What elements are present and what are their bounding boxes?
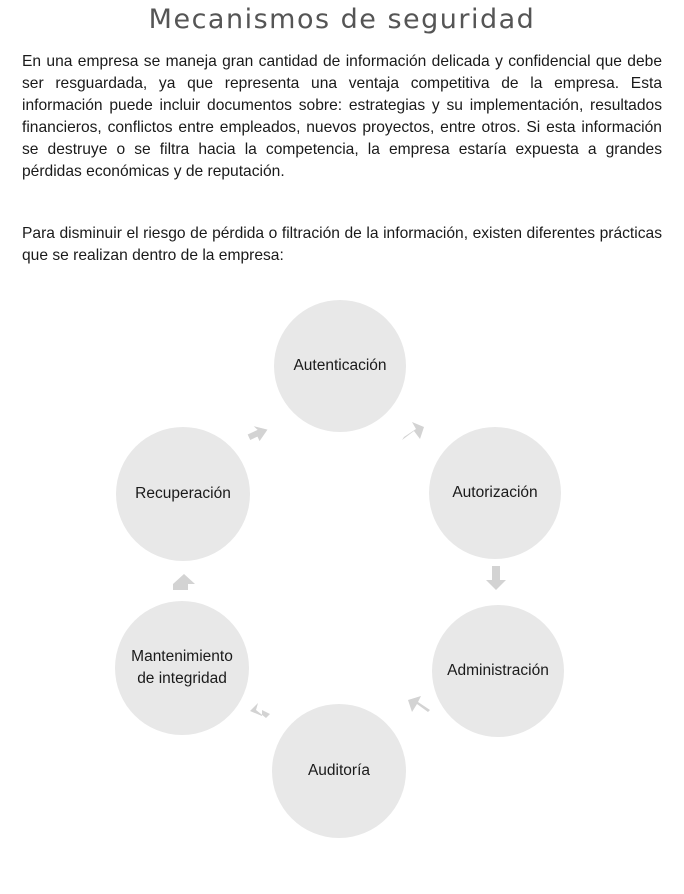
- arrow-icon: [402, 422, 424, 440]
- arrow-icon: [173, 574, 195, 590]
- arrow-icon: [246, 422, 271, 445]
- arrow-icon: [250, 703, 270, 718]
- cycle-node-label: Autorización: [452, 484, 538, 501]
- cycle-arrows: [0, 300, 684, 894]
- page-title: Mecanismos de seguridad: [148, 4, 536, 35]
- cycle-node-label: Autenticación: [293, 357, 387, 374]
- security-cycle-diagram: [0, 300, 684, 894]
- cycle-node-label: Auditoría: [307, 762, 371, 779]
- arrow-icon: [486, 566, 506, 590]
- cycle-node-label: Administración: [447, 662, 549, 679]
- arrow-icon: [408, 696, 430, 712]
- cycle-node-label: Recuperación: [135, 485, 231, 502]
- practices-paragraph: Para disminuir el riesgo de pérdida o filtración de la información, existen diferentes prácticas que se realizan dentro de la empresa:: [22, 225, 662, 264]
- intro-paragraph: En una empresa se maneja gran cantidad de información delicada y confidencial que debe ser resguardada, ya que representa una ventaja competitiva de la empresa. Esta información puede incluir documentos sobre: estrategias y su implementación, resultados financieros, conflictos entre empleados, nuevos proyectos, entre otros. Si esta información se destruye o se filtra hacia la competencia, la empresa estaría expuesta a grandes pérdidas económicas y de reputación.: [22, 53, 662, 180]
- cycle-node-label: Mantenimiento de integridad: [131, 648, 233, 687]
